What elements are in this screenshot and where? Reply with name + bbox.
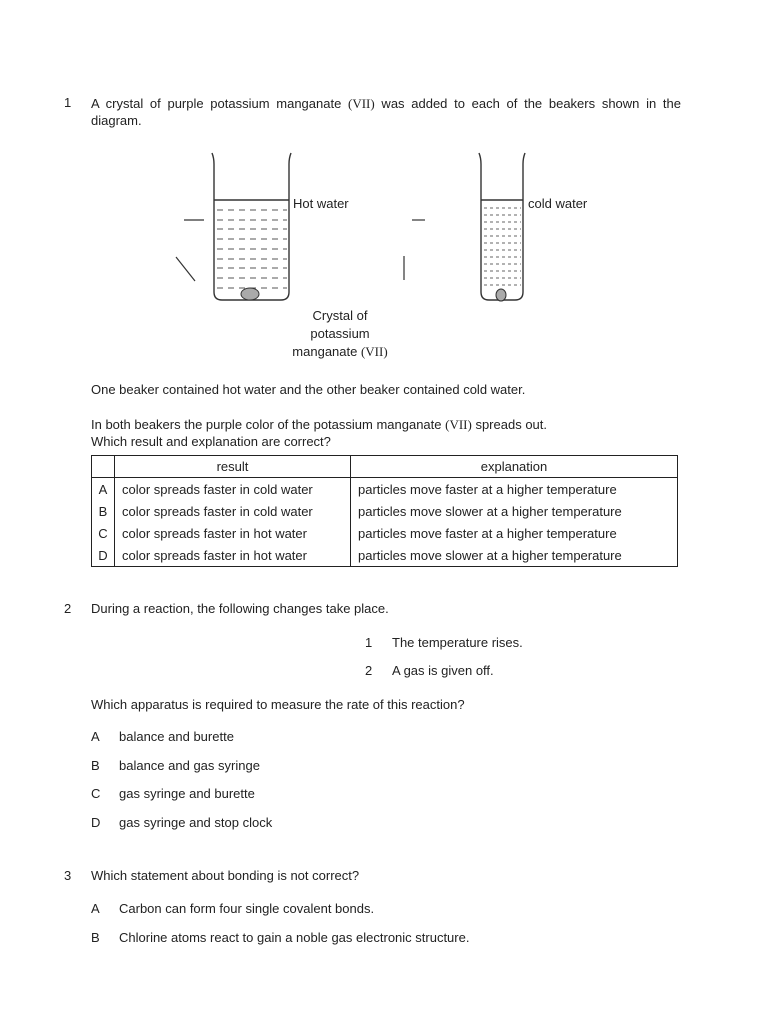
table-row xyxy=(92,478,678,501)
answer-table xyxy=(91,455,678,567)
option-text: balance and gas syringe xyxy=(119,758,260,773)
change-number: 1 xyxy=(365,635,373,650)
explanation-cell: particles move faster at a higher temperature xyxy=(351,478,678,501)
change-text: A gas is given off. xyxy=(392,663,494,678)
option-letter: B xyxy=(91,758,100,773)
cold-water-dashes xyxy=(484,208,521,285)
question-number: 1 xyxy=(64,95,72,110)
option-text: Carbon can form four single covalent bonds. xyxy=(119,901,375,916)
option-letter: C xyxy=(92,522,115,544)
explanation-cell: particles move slower at a higher temperature xyxy=(351,500,678,522)
option-text: balance and burette xyxy=(119,729,234,744)
option-letter: D xyxy=(91,815,101,830)
table-row xyxy=(92,544,678,567)
question-1-prompt: Which result and explanation are correct? xyxy=(91,434,331,449)
result-cell: color spreads faster in cold water xyxy=(115,500,351,522)
statement-1: One beaker contained hot water and the other beaker contained cold water. xyxy=(91,382,526,397)
result-cell: color spreads faster in hot water xyxy=(115,522,351,544)
result-header: result xyxy=(115,456,351,478)
option-letter: B xyxy=(92,500,115,522)
table-header-row xyxy=(92,456,678,478)
option-letter: A xyxy=(91,729,100,744)
question-number: 3 xyxy=(64,868,72,883)
option-letter: B xyxy=(91,930,100,945)
option-letter: A xyxy=(91,901,100,916)
option-letter: A xyxy=(92,478,115,501)
option-letter: D xyxy=(92,544,115,567)
explanation-cell: particles move slower at a higher temperature xyxy=(351,544,678,567)
table-row xyxy=(92,500,678,522)
crystal-caption: Crystal of potassium manganate (VII) xyxy=(292,308,388,359)
option-letter: C xyxy=(91,786,101,801)
option-text: Chlorine atoms react to gain a noble gas electronic structure. xyxy=(119,930,470,945)
hot-water-label: Hot water xyxy=(293,196,349,211)
cold-water-label: cold water xyxy=(528,196,588,211)
change-number: 2 xyxy=(365,663,373,678)
statement-2: In both beakers the purple color of the potassium manganate (VII) spreads out. xyxy=(91,417,547,432)
result-cell: color spreads faster in hot water xyxy=(115,544,351,567)
result-cell: color spreads faster in cold water xyxy=(115,478,351,501)
question-intro: A crystal of purple potassium manganate (VII) was added to each of the beakers shown in the diagram. xyxy=(91,96,681,128)
table-row xyxy=(92,522,678,544)
hot-water-dashes xyxy=(217,210,287,288)
question-number: 2 xyxy=(64,601,72,616)
cold-crystal xyxy=(496,289,506,301)
question-3-prompt: Which statement about bonding is not correct? xyxy=(91,868,360,883)
explanation-header: explanation xyxy=(351,456,678,478)
question-intro: During a reaction, the following changes take place. xyxy=(91,601,389,616)
question-2-prompt: Which apparatus is required to measure the rate of this reaction? xyxy=(91,697,465,712)
option-text: gas syringe and burette xyxy=(119,786,255,801)
hot-crystal xyxy=(241,288,259,300)
change-text: The temperature rises. xyxy=(392,635,523,650)
option-text: gas syringe and stop clock xyxy=(119,815,273,830)
letter-header xyxy=(92,456,115,478)
explanation-cell: particles move faster at a higher temperature xyxy=(351,522,678,544)
